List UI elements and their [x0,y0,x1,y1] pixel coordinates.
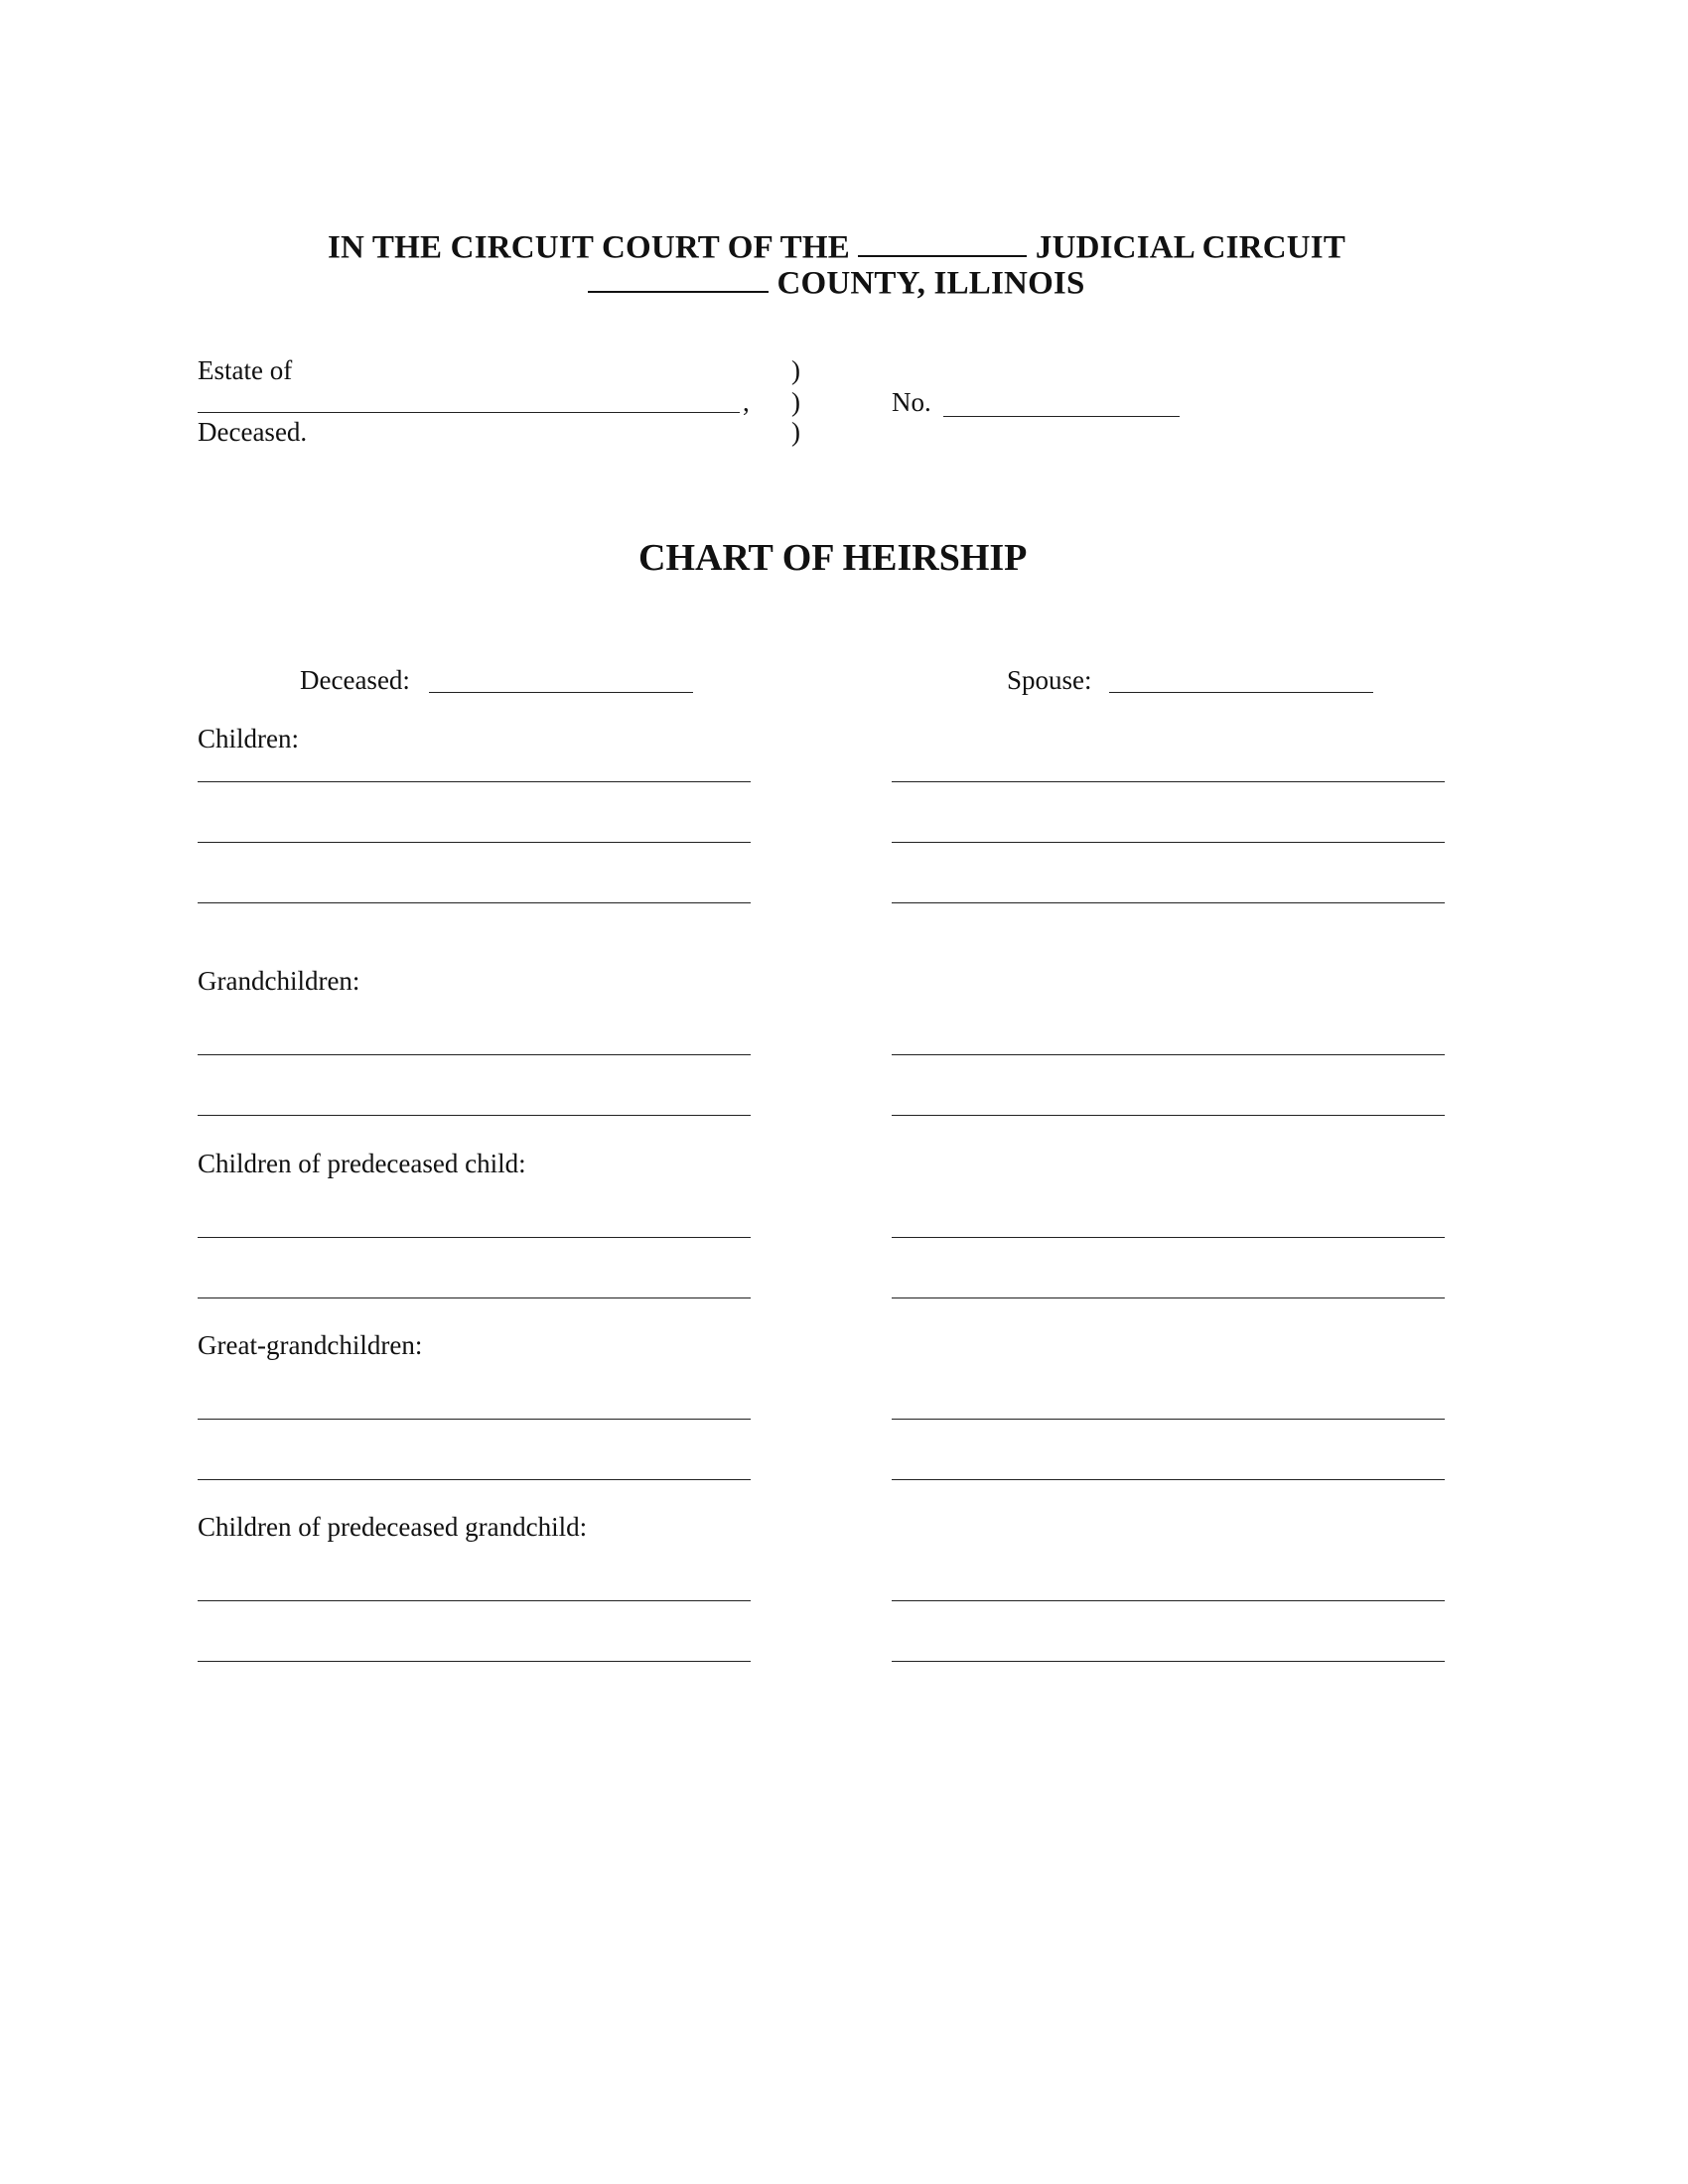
section-label-predeceased-child: Children of predeceased child: [198,1149,526,1178]
estate-of-label: Estate of [198,355,293,385]
children-line-right-3 [892,902,1445,903]
decedent-name-line [198,412,740,413]
caption-paren-3: ) [791,417,800,447]
grandchildren-line-right-1 [892,1054,1445,1055]
predeceased-child-line-left-2 [198,1297,751,1298]
chart-spouse-label: Spouse: [1007,665,1092,695]
circuit-number-blank [858,224,1027,257]
predeceased-grandchild-line-left-2 [198,1661,751,1662]
grandchildren-line-right-2 [892,1115,1445,1116]
great-grandchildren-line-right-2 [892,1479,1445,1480]
grandchildren-line-left-1 [198,1054,751,1055]
case-number-line [943,416,1180,417]
children-line-left-1 [198,781,751,782]
children-line-left-3 [198,902,751,903]
children-line-right-2 [892,842,1445,843]
case-number-label: No. [892,387,931,417]
chart-deceased-label: Deceased: [300,665,410,695]
county-state-label: COUNTY, ILLINOIS [776,265,1085,302]
predeceased-child-line-left-1 [198,1237,751,1238]
chart-spouse-line [1109,692,1373,693]
decedent-name-comma: , [743,387,750,417]
section-label-children: Children: [198,724,299,753]
children-line-left-2 [198,842,751,843]
court-header-prefix: IN THE CIRCUIT COURT OF THE [328,229,850,266]
document-title: CHART OF HEIRSHIP [638,537,1028,579]
predeceased-child-line-right-2 [892,1297,1445,1298]
grandchildren-line-left-2 [198,1115,751,1116]
caption-paren-1: ) [791,355,800,385]
great-grandchildren-line-left-2 [198,1479,751,1480]
predeceased-grandchild-line-left-1 [198,1600,751,1601]
deceased-caption-label: Deceased. [198,417,308,447]
great-grandchildren-line-right-1 [892,1419,1445,1420]
section-label-great-grandchildren: Great-grandchildren: [198,1330,423,1360]
predeceased-grandchild-line-right-2 [892,1661,1445,1662]
court-header-line-2 [588,260,1085,302]
chart-deceased-line [429,692,693,693]
caption-paren-2: ) [791,387,800,417]
county-name-blank [588,260,769,293]
predeceased-child-line-right-1 [892,1237,1445,1238]
section-label-predeceased-grandchild: Children of predeceased grandchild: [198,1512,588,1542]
section-label-grandchildren: Grandchildren: [198,966,360,996]
children-line-right-1 [892,781,1445,782]
court-header-suffix: JUDICIAL CIRCUIT [1035,229,1346,266]
great-grandchildren-line-left-1 [198,1419,751,1420]
predeceased-grandchild-line-right-1 [892,1600,1445,1601]
